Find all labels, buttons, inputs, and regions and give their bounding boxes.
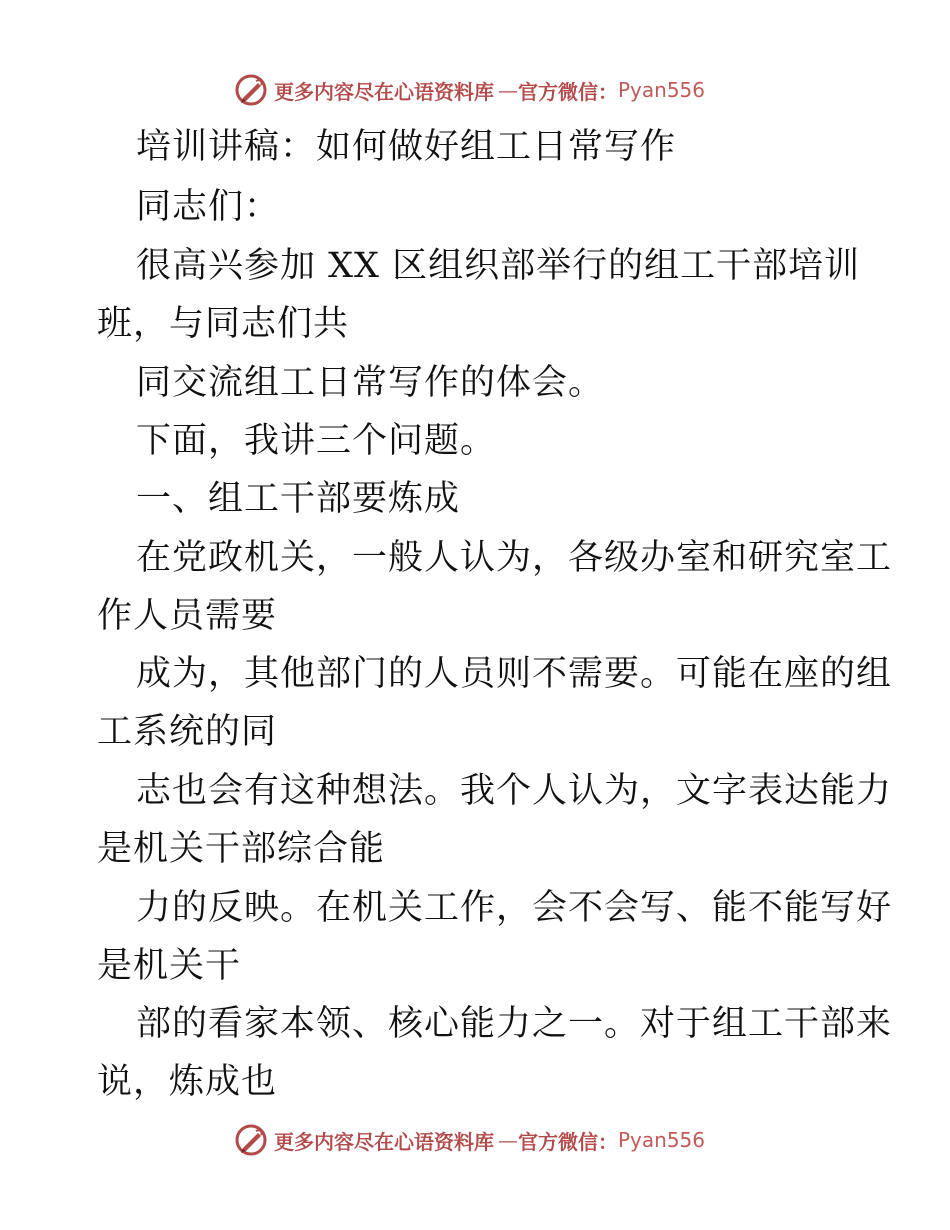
text-line: 同志们：	[136, 187, 281, 227]
watermark-label: 官方微信：	[518, 79, 618, 104]
text-line: 说，炼成也	[97, 1062, 278, 1102]
text-line: 成为，其他部门的人员则不需要。可能在座的组	[136, 654, 893, 694]
footer-watermark	[234, 1123, 705, 1157]
watermark-id: Pyan556	[618, 78, 706, 102]
text-line: 是机关干部综合能	[97, 829, 386, 869]
text-line: 在党政机关，一般人认为，各级办室和研究室工	[136, 538, 893, 578]
watermark-separator: —	[498, 1128, 518, 1152]
text-line: 同交流组工日常写作的体会。	[136, 363, 605, 403]
document-title: 培训讲稿：如何做好组工日常写作	[136, 127, 677, 167]
watermark-label: 官方微信：	[518, 1129, 618, 1154]
text-line: 很高兴参加 XX 区组织部举行的组工干部培训	[136, 246, 861, 286]
text-line: 是机关干	[97, 946, 242, 986]
text-line: 下面，我讲三个问题。	[136, 421, 497, 461]
watermark-separator: —	[498, 78, 518, 102]
watermark-title: 更多内容尽在心语资料库	[274, 79, 494, 104]
pen-logo-icon	[234, 73, 268, 107]
watermark-id: Pyan556	[618, 1128, 706, 1152]
text-line: 部的看家本领、核心能力之一。对于组工干部来	[136, 1004, 893, 1044]
watermark-title: 更多内容尽在心语资料库	[274, 1129, 494, 1154]
header-watermark	[234, 73, 705, 107]
text-line: 班，与同志们共	[97, 304, 350, 344]
section-heading: 一、组工干部要炼成	[136, 479, 461, 519]
text-line: 力的反映。在机关工作，会不会写、能不能写好	[136, 888, 893, 928]
text-line: 志也会有这种想法。我个人认为，文字表达能力	[136, 771, 893, 811]
text-line: 作人员需要	[97, 596, 278, 636]
text-line: 工系统的同	[97, 712, 278, 752]
pen-logo-icon	[234, 1123, 268, 1157]
